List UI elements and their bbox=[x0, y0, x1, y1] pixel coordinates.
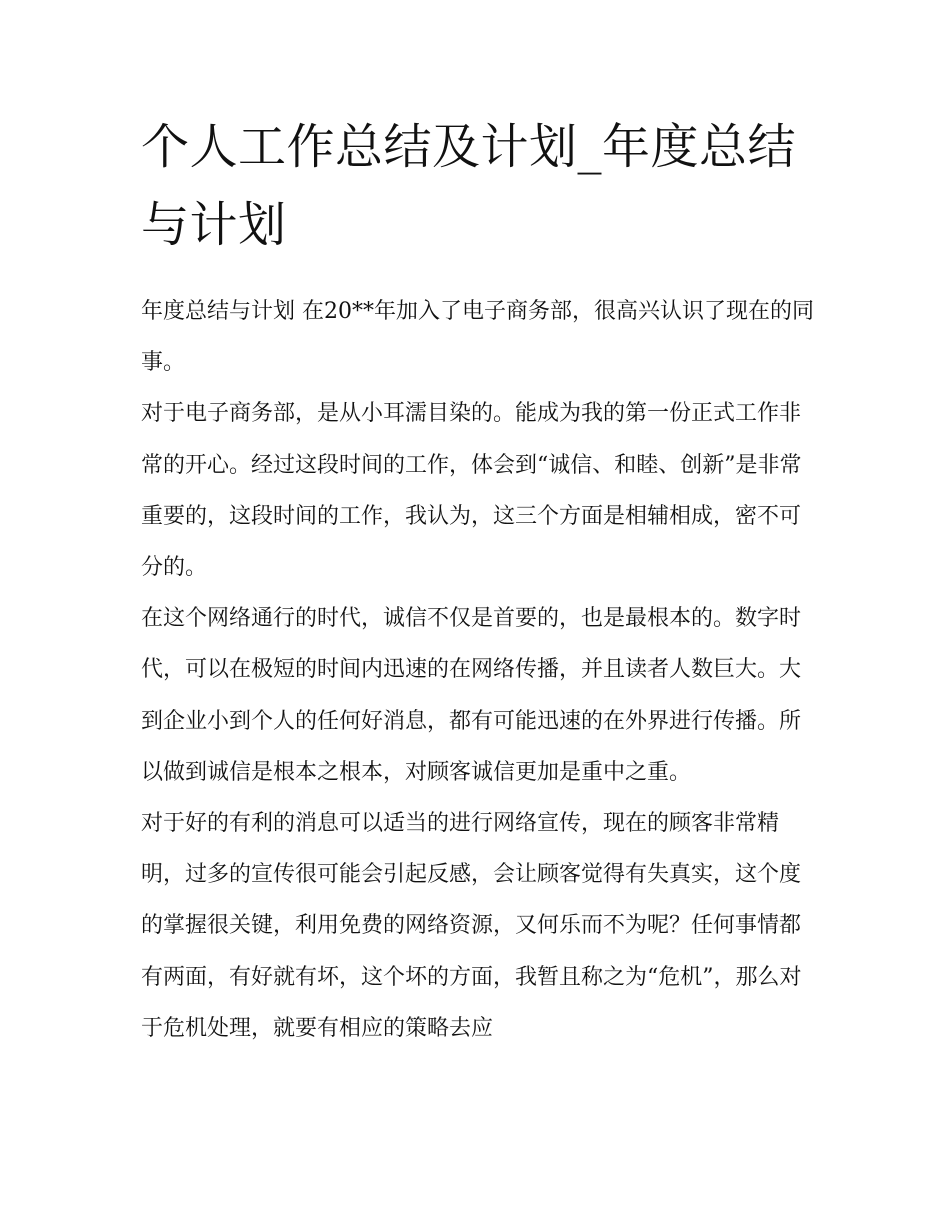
paragraph-intro: 年度总结与计划 在20**年加入了电子商务部，很高兴认识了现在的同事。 bbox=[141, 299, 814, 376]
paragraph-integrity: 在这个网络通行的时代，诚信不仅是首要的，也是最根本的。数字时代，可以在极短的时间内迅速的在网络传播，并且读者人数巨大。大到企业小到个人的任何好消息，都有可能迅速的在外界进行传播。所以做到诚信是根本之根本，对顾客诚信更加是重中之重。 bbox=[141, 606, 802, 785]
document-page bbox=[141, 108, 816, 1054]
paragraph-promotion: 对于好的有利的消息可以适当的进行网络宣传，现在的顾客非常精明，过多的宣传很可能会引起反感，会让顾客觉得有失真实，这个度的掌握很关键，利用免费的网络资源，又何乐而不为呢？任何事情都有两面，有好就有坏，这个坏的方面，我暂且称之为“危机”，那么对于危机处理，就要有相应的策略去应 bbox=[141, 811, 802, 1041]
document-body bbox=[141, 286, 816, 1054]
paragraph-values: 对于电子商务部，是从小耳濡目染的。能成为我的第一份正式工作非常的开心。经过这段时间的工作，体会到“诚信、和睦、创新”是非常重要的，这段时间的工作，我认为，这三个方面是相辅相成，密不可分的。 bbox=[141, 401, 802, 581]
document-title: 个人工作总结及计划_年度总结与计划 bbox=[141, 119, 797, 253]
